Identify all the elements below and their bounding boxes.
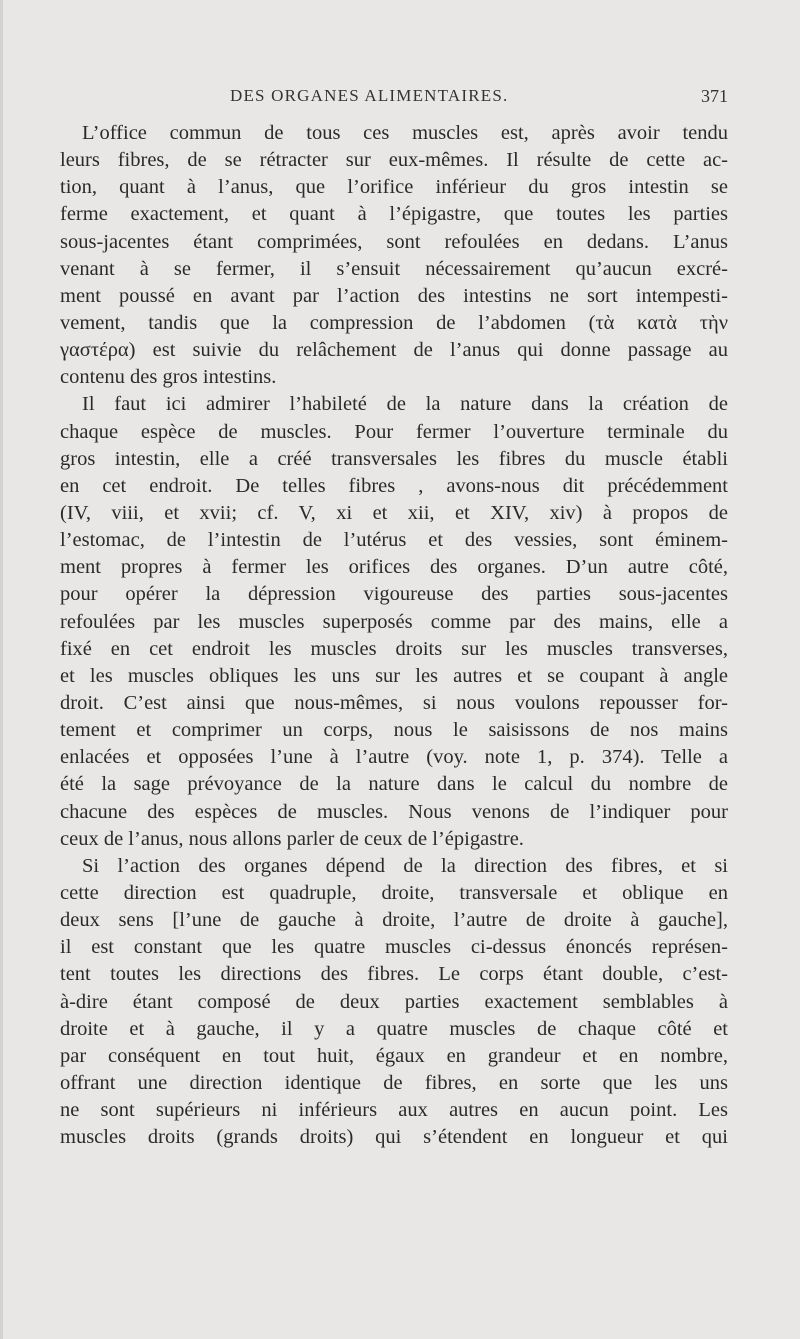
- text-line: tement et comprimer un corps, nous le saisissons de nos mains: [60, 719, 728, 742]
- text-line: Si l’action des organes dépend de la direction des fibres, et si: [82, 854, 728, 877]
- text-line: vement, tandis que la compression de l’abdomen (τὰ κατὰ τὴν: [60, 311, 728, 334]
- text-line: en cet endroit. De telles fibres , avons-nous dit précédemment: [60, 474, 728, 497]
- text-line: et les muscles obliques les uns sur les autres et se coupant à angle: [60, 664, 728, 687]
- text-line: gros intestin, elle a créé transversales les fibres du muscle établi: [60, 447, 728, 470]
- text-line: contenu des gros intestins.: [60, 366, 277, 389]
- text-line: muscles droits (grands droits) qui s’étendent en longueur et qui: [60, 1126, 728, 1149]
- text-line: offrant une direction identique de fibres, en sorte que les uns: [60, 1071, 728, 1094]
- text-line: chacune des espèces de muscles. Nous venons de l’indiquer pour: [60, 800, 728, 823]
- text-line: ment propres à fermer les orifices des organes. D’un autre côté,: [60, 556, 728, 579]
- text-line: pour opérer la dépression vigoureuse des parties sous-jacentes: [60, 583, 728, 606]
- text-line: par conséquent en tout huit, égaux en grandeur et en nombre,: [60, 1044, 728, 1067]
- text-line: droit. C’est ainsi que nous-mêmes, si nous voulons repousser for-: [60, 691, 728, 714]
- text-line: droite et à gauche, il y a quatre muscles de chaque côté et: [60, 1017, 728, 1040]
- text-line: γαστέρα) est suivie du relâchement de l’anus qui donne passage au: [60, 339, 728, 362]
- running-title: DES ORGANES ALIMENTAIRES.: [230, 86, 509, 105]
- text-line: deux sens [l’une de gauche à droite, l’autre de droite à gauche],: [60, 909, 728, 932]
- text-line: tion, quant à l’anus, que l’orifice inférieur du gros intestin se: [60, 176, 728, 199]
- text-line: ceux de l’anus, nous allons parler de ceux de l’épigastre.: [60, 827, 524, 850]
- text-line: chaque espèce de muscles. Pour fermer l’ouverture terminale du: [60, 420, 728, 443]
- text-line: L’office commun de tous ces muscles est, après avoir tendu: [82, 122, 728, 144]
- page-edge: [0, 0, 3, 1339]
- text-line: sous-jacentes étant comprimées, sont refoulées en dedans. L’anus: [60, 230, 728, 253]
- text-line: tent toutes les directions des fibres. Le corps étant double, c’est-: [60, 963, 728, 986]
- text-line: à-dire étant composé de deux parties exactement semblables à: [60, 990, 728, 1013]
- text-line: venant à se fermer, il s’ensuit nécessairement qu’aucun excré-: [60, 257, 728, 280]
- text-line: (IV, viii, et xvii; cf. V, xi et xii, et XIV, xiv) à propos de: [60, 501, 728, 524]
- page-number: 371: [701, 86, 728, 106]
- text-line: cette direction est quadruple, droite, transversale et oblique en: [60, 881, 728, 904]
- text-line: leurs fibres, de se rétracter sur eux-mêmes. Il résulte de cette ac-: [60, 149, 728, 172]
- text-line: enlacées et opposées l’une à l’autre (voy. note 1, p. 374). Telle a: [60, 746, 728, 769]
- page-header: [60, 86, 728, 110]
- text-line: l’estomac, de l’intestin de l’utérus et des vessies, sont éminem-: [60, 529, 728, 552]
- text-line: été la sage prévoyance de la nature dans le calcul du nombre de: [60, 773, 728, 796]
- text-line: fixé en cet endroit les muscles droits sur les muscles transverses,: [60, 637, 728, 660]
- text-line: ment poussé en avant par l’action des intestins ne sort intempesti-: [60, 284, 728, 307]
- text-line: refoulées par les muscles superposés comme par des mains, elle a: [60, 610, 728, 633]
- text-line: ne sont supérieurs ni inférieurs aux autres en aucun point. Les: [60, 1099, 728, 1122]
- text-line: Il faut ici admirer l’habileté de la nature dans la création de: [82, 393, 728, 416]
- body-text: [60, 120, 728, 1151]
- text-line: il est constant que les quatre muscles ci-dessus énoncés représen-: [60, 936, 728, 959]
- text-line: ferme exactement, et quant à l’épigastre, que toutes les parties: [60, 203, 728, 226]
